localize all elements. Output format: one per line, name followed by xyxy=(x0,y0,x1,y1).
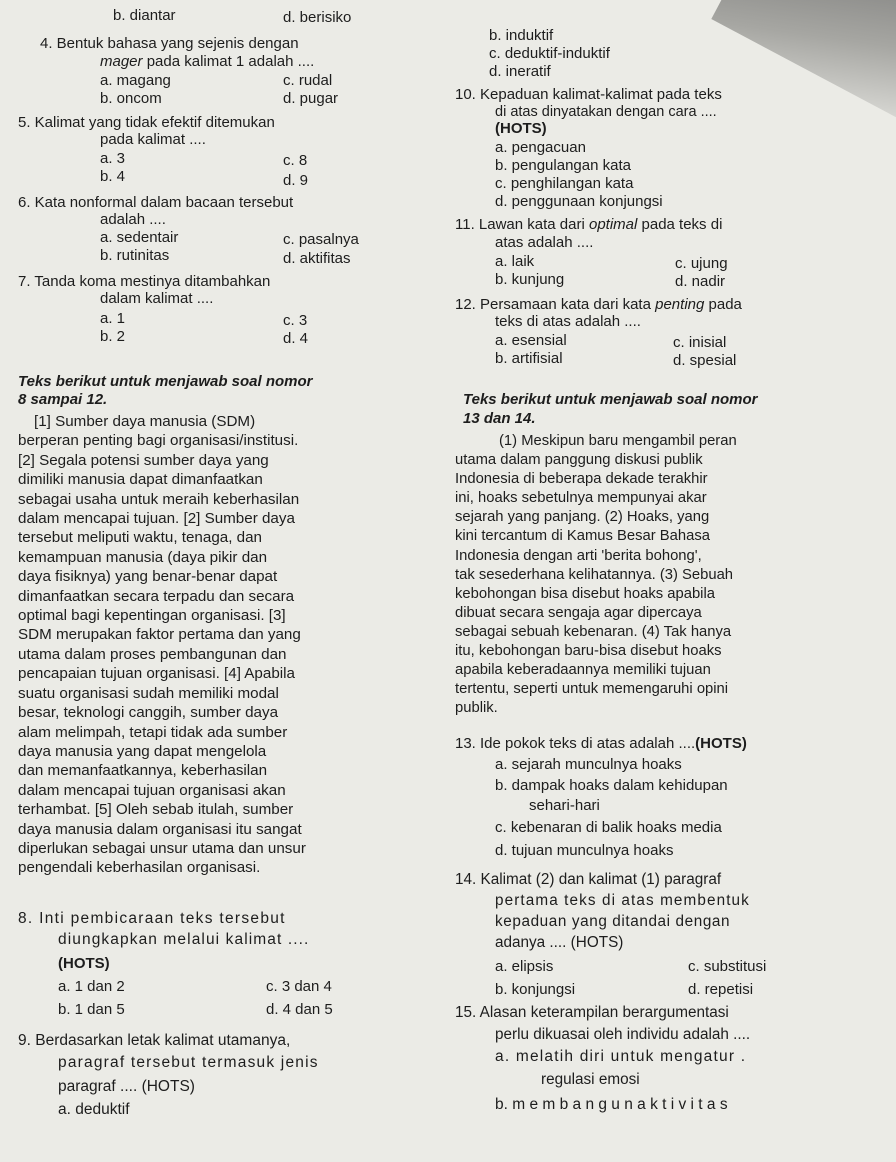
q12-question: 12. Persamaan kata dari kata penting pada xyxy=(455,296,742,313)
q7-option-a: a. 1 xyxy=(100,310,126,327)
q14-question-line4: adanya .... (HOTS) xyxy=(495,934,624,951)
q4-option-c: c. rudal xyxy=(283,72,333,89)
q12-question-line2: teks di atas adalah .... xyxy=(495,313,641,330)
q14-option-b: b. konjungsi xyxy=(495,981,576,998)
passage-line: berperan penting bagi organisasi/institusi. xyxy=(18,432,299,450)
q8-option-a: a. 1 dan 2 xyxy=(58,978,125,995)
passage-line: daya manusia dalam organisasi itu sangat xyxy=(18,820,302,838)
passage-line: utama dalam panggung diskusi publik xyxy=(455,452,703,469)
q8-question-line2: diungkapkan melalui kalimat .... xyxy=(58,931,310,948)
passage-line: dimiliki manusia dapat dimanfaatkan xyxy=(18,471,263,489)
passage-line: terhambat. [5] Oleh sebab itulah, sumber xyxy=(18,801,294,819)
q12-option-c: c. inisial xyxy=(673,334,727,351)
passage-line: publik. xyxy=(455,700,498,717)
q3-option-d: d. berisiko xyxy=(283,9,352,26)
q9-question: 9. Berdasarkan letak kalimat utamanya, xyxy=(18,1032,291,1049)
q8-option-d: d. 4 dan 5 xyxy=(266,1001,333,1018)
passage-line: suatu organisasi sudah memiliki modal xyxy=(18,684,279,702)
passage-line: tertentu, seperti untuk memengaruhi opini xyxy=(455,681,729,698)
q10-option-c: c. penghilangan kata xyxy=(495,175,634,192)
passage-sdm xyxy=(18,412,418,878)
passage-line: pengendali keberhasilan organisasi. xyxy=(18,859,261,877)
passage-line: dimanfaatkan secara terpadu dan secara xyxy=(18,587,295,605)
q10-question: 10. Kepaduan kalimat-kalimat pada teks xyxy=(455,86,722,103)
q5-option-a: a. 3 xyxy=(100,150,126,167)
q9-option-d: d. ineratif xyxy=(489,63,551,80)
q9-option-c: c. deduktif-induktif xyxy=(489,45,610,62)
passage-line: ini, hoaks sebetulnya mempunyai akar xyxy=(455,490,707,507)
q11-option-c: c. ujung xyxy=(675,255,728,272)
q7-option-b: b. 2 xyxy=(100,328,126,345)
passage-hoaks xyxy=(455,432,865,718)
passage-line: daya manusia yang dapat mengelola xyxy=(18,742,267,760)
q10-option-a: a. pengacuan xyxy=(495,139,586,156)
q12-option-a: a. esensial xyxy=(495,332,567,349)
q6-question-line2: adalah .... xyxy=(100,211,166,228)
section-heading-1: Teks berikut untuk menjawab soal nomor xyxy=(18,373,313,390)
q13-option-a: a. sejarah munculnya hoaks xyxy=(495,756,682,773)
passage-line: [2] Segala potensi sumber daya yang xyxy=(18,451,269,469)
q11-option-b: b. kunjung xyxy=(495,271,565,288)
q14-option-c: c. substitusi xyxy=(688,958,767,975)
q8-hots: (HOTS) xyxy=(58,955,110,972)
q14-option-a: a. elipsis xyxy=(495,958,554,975)
q10-hots: (HOTS) xyxy=(495,120,547,137)
q5-question: 5. Kalimat yang tidak efektif ditemukan xyxy=(18,114,275,131)
passage-line: daya fisiknya) yang benar-benar dapat xyxy=(18,568,278,586)
q12-option-d: d. spesial xyxy=(673,352,737,369)
q4-option-a: a. magang xyxy=(100,72,171,89)
q14-question-line2: pertama teks di atas membentuk xyxy=(495,892,750,909)
passage-line: Indonesia di beberapa dekade terakhir xyxy=(455,471,708,488)
q12-option-b: b. artifisial xyxy=(495,350,563,367)
q5-option-c: c. 8 xyxy=(283,152,308,169)
q13-option-b-line2: sehari-hari xyxy=(529,797,600,814)
q9-option-b: b. induktif xyxy=(489,27,554,44)
passage-line: dalam mencapai tujuan organisasi akan xyxy=(18,781,286,799)
passage-line: Indonesia dengan arti 'berita bohong', xyxy=(455,547,702,564)
q8-option-c: c. 3 dan 4 xyxy=(266,978,332,995)
passage-line: sejarah yang panjang. (2) Hoaks, yang xyxy=(455,509,710,526)
q5-question-line2: pada kalimat .... xyxy=(100,131,206,148)
passage-line: apabila keberadaannya memiliki tujuan xyxy=(455,662,711,679)
q13-question: 13. Ide pokok teks di atas adalah ....(HOTS) xyxy=(455,735,747,752)
q7-question-line2: dalam kalimat .... xyxy=(100,290,214,307)
q11-question: 11. Lawan kata dari optimal pada teks di xyxy=(455,216,723,233)
q8-option-b: b. 1 dan 5 xyxy=(58,1001,125,1018)
passage-line: pencapaian tujuan organisasi. [4] Apabila xyxy=(18,665,295,683)
q6-option-d: d. aktifitas xyxy=(283,250,351,267)
q15-question: 15. Alasan keterampilan berargumentasi xyxy=(455,1004,729,1021)
q6-option-c: c. pasalnya xyxy=(283,231,359,248)
q5-option-b: b. 4 xyxy=(100,168,126,185)
passage-line: SDM merupakan faktor pertama dan yang xyxy=(18,626,301,644)
passage-line: besar, teknologi canggih, sumber daya xyxy=(18,704,279,722)
q10-option-b: b. pengulangan kata xyxy=(495,157,631,174)
passage-line: dalam mencapai tujuan. [2] Sumber daya xyxy=(18,510,295,528)
passage-line: dibuat secara sengaja agar dipercaya xyxy=(455,604,702,621)
q4-question-line2: mager pada kalimat 1 adalah .... xyxy=(100,53,315,70)
q15-question-line2: perlu dikuasai oleh individu adalah .... xyxy=(495,1026,751,1043)
page-corner-shadow xyxy=(711,0,896,127)
q7-option-d: d. 4 xyxy=(283,330,309,347)
passage-line: kini tercantum di Kamus Besar Bahasa xyxy=(455,528,710,545)
q4-question: 4. Bentuk bahasa yang sejenis dengan xyxy=(40,35,299,52)
passage-line: utama dalam proses pembangunan dan xyxy=(18,645,287,663)
q13-option-b: b. dampak hoaks dalam kehidupan xyxy=(495,777,728,794)
q6-question: 6. Kata nonformal dalam bacaan tersebut xyxy=(18,194,294,211)
q4-option-d: d. pugar xyxy=(283,90,339,107)
q6-option-b: b. rutinitas xyxy=(100,247,170,264)
q14-option-d: d. repetisi xyxy=(688,981,754,998)
q7-option-c: c. 3 xyxy=(283,312,308,329)
q15-option-b: b. m e m b a n g u n a k t i v i t a s xyxy=(495,1096,728,1113)
q6-option-a: a. sedentair xyxy=(100,229,179,246)
q14-question-line3: kepaduan yang ditandai dengan xyxy=(495,913,731,930)
q14-question: 14. Kalimat (2) dan kalimat (1) paragraf xyxy=(455,871,722,888)
section-heading-1-line2: 8 sampai 12. xyxy=(18,391,108,408)
passage-line: sebagai usaha untuk meraih keberhasilan xyxy=(18,490,300,508)
passage-line: alam melimpah, tetapi tidak ada sumber xyxy=(18,723,288,741)
q9-question-line2: paragraf tersebut termasuk jenis xyxy=(58,1054,319,1071)
q11-option-a: a. laik xyxy=(495,253,535,270)
q5-option-d: d. 9 xyxy=(283,172,309,189)
section-heading-2-line2: 13 dan 14. xyxy=(463,410,536,427)
passage-line: tersebut meliputi waktu, tenaga, dan xyxy=(18,529,262,547)
passage-line: dan memanfaatkannya, keberhasilan xyxy=(18,762,268,780)
q8-question: 8. Inti pembicaraan teks tersebut xyxy=(18,910,286,927)
q13-option-d: d. tujuan munculnya hoaks xyxy=(495,842,674,859)
q3-option-b: b. diantar xyxy=(113,7,176,24)
q9-question-line3: paragraf .... (HOTS) xyxy=(58,1078,195,1095)
q10-option-d: d. penggunaan konjungsi xyxy=(495,193,663,210)
section-heading-2: Teks berikut untuk menjawab soal nomor xyxy=(463,391,758,408)
q9-option-a: a. deduktif xyxy=(58,1101,130,1118)
q4-option-b: b. oncom xyxy=(100,90,162,107)
passage-line: (1) Meskipun baru mengambil peran xyxy=(499,433,737,449)
q11-question-line2: atas adalah .... xyxy=(495,234,594,251)
q15-option-a-line2: regulasi emosi xyxy=(541,1071,640,1088)
passage-line: kebohongan bisa disebut hoaks apabila xyxy=(455,585,715,602)
passage-line: tak sesederhana kelihatannya. (3) Sebuah xyxy=(455,566,734,583)
passage-line: sebagai sebuah kebenaran. (4) Tak hanya xyxy=(455,623,732,640)
passage-line: kemampuan manusia (daya pikir dan xyxy=(18,548,268,566)
q10-question-line2: di atas dinyatakan dengan cara .... xyxy=(495,104,717,120)
q11-option-d: d. nadir xyxy=(675,273,726,290)
q15-option-a: a. melatih diri untuk mengatur . xyxy=(495,1048,747,1065)
passage-line: itu, kebohongan baru-bisa disebut hoaks xyxy=(455,643,722,660)
q13-option-c: c. kebenaran di balik hoaks media xyxy=(495,819,722,836)
q7-question: 7. Tanda koma mestinya ditambahkan xyxy=(18,273,271,290)
passage-line: diperlukan sebagai unsur utama dan unsur xyxy=(18,839,306,857)
passage-line: optimal bagi kepentingan organisasi. [3] xyxy=(18,607,286,625)
passage-line: [1] Sumber daya manusia (SDM) xyxy=(34,413,256,430)
